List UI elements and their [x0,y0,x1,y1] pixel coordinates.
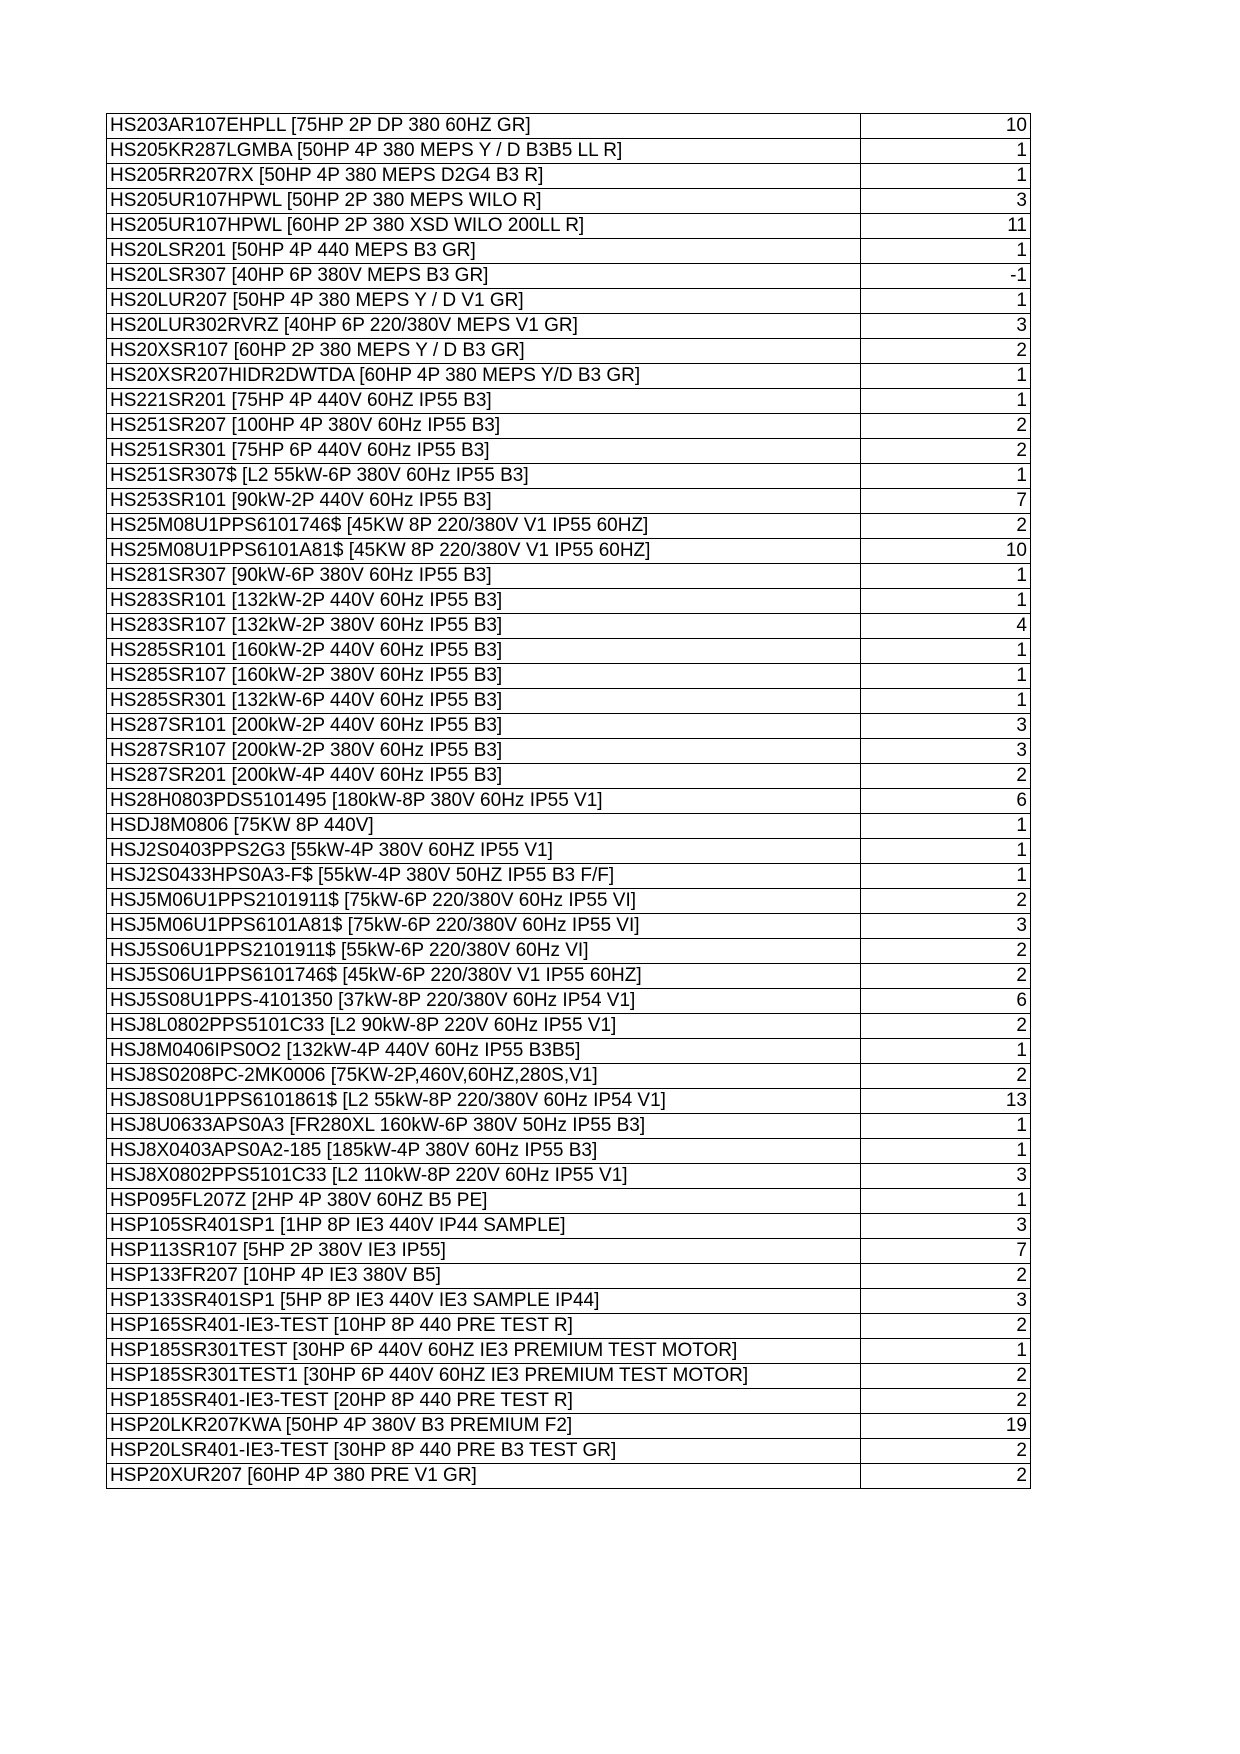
item-description-cell: HS20XSR207HIDR2DWTDA [60HP 4P 380 MEPS Y/D B3 GR] [107,364,861,389]
table-row [107,914,1031,939]
table-row [107,1064,1031,1089]
item-quantity-cell: 1 [861,389,1031,414]
table-row [107,889,1031,914]
item-description-cell: HS281SR307 [90kW-6P 380V 60Hz IP55 B3] [107,564,861,589]
table-row [107,389,1031,414]
table-row [107,1239,1031,1264]
table-row [107,214,1031,239]
item-quantity-cell: 2 [861,1314,1031,1339]
item-quantity-cell: 6 [861,789,1031,814]
item-quantity-cell: 2 [861,764,1031,789]
table-row [107,1214,1031,1239]
table-row [107,664,1031,689]
item-description-cell: HSP185SR301TEST1 [30HP 6P 440V 60HZ IE3 PREMIUM TEST MOTOR] [107,1364,861,1389]
item-quantity-cell: 1 [861,1114,1031,1139]
table-row [107,1339,1031,1364]
item-quantity-cell: 2 [861,1439,1031,1464]
table-row [107,1164,1031,1189]
table-row [107,464,1031,489]
table-row [107,239,1031,264]
item-quantity-cell: 2 [861,889,1031,914]
table-row [107,789,1031,814]
item-quantity-cell: 7 [861,1239,1031,1264]
item-quantity-cell: 3 [861,314,1031,339]
table-row [107,364,1031,389]
item-quantity-cell: 11 [861,214,1031,239]
item-description-cell: HSP165SR401-IE3-TEST [10HP 8P 440 PRE TEST R] [107,1314,861,1339]
table-row [107,764,1031,789]
table-row [107,714,1031,739]
item-quantity-cell: 1 [861,1039,1031,1064]
item-description-cell: HSJ5S08U1PPS-4101350 [37kW-8P 220/380V 60Hz IP54 V1] [107,989,861,1014]
item-quantity-cell: 2 [861,1264,1031,1289]
item-description-cell: HSP20XUR207 [60HP 4P 380 PRE V1 GR] [107,1464,861,1489]
item-description-cell: HS287SR107 [200kW-2P 380V 60Hz IP55 B3] [107,739,861,764]
item-quantity-cell: 1 [861,839,1031,864]
item-quantity-cell: 4 [861,614,1031,639]
item-quantity-cell: 2 [861,1064,1031,1089]
item-description-cell: HSJ8S0208PC-2MK0006 [75KW-2P,460V,60HZ,280S,V1] [107,1064,861,1089]
table-row [107,739,1031,764]
item-description-cell: HS251SR207 [100HP 4P 380V 60Hz IP55 B3] [107,414,861,439]
item-description-cell: HSJ2S0403PPS2G3 [55kW-4P 380V 60HZ IP55 V1] [107,839,861,864]
item-quantity-cell: 1 [861,689,1031,714]
item-description-cell: HS283SR101 [132kW-2P 440V 60Hz IP55 B3] [107,589,861,614]
item-description-cell: HSJ2S0433HPS0A3-F$ [55kW-4P 380V 50HZ IP55 B3 F/F] [107,864,861,889]
table-row [107,964,1031,989]
item-description-cell: HSJ5M06U1PPS2101911$ [75kW-6P 220/380V 60Hz IP55 VI] [107,889,861,914]
item-description-cell: HSDJ8M0806 [75KW 8P 440V] [107,814,861,839]
table-row [107,639,1031,664]
item-description-cell: HSJ5S06U1PPS6101746$ [45kW-6P 220/380V V1 IP55 60HZ] [107,964,861,989]
item-description-cell: HSJ8U0633APS0A3 [FR280XL 160kW-6P 380V 50Hz IP55 B3] [107,1114,861,1139]
item-quantity-cell: 2 [861,414,1031,439]
item-description-cell: HS20XSR107 [60HP 2P 380 MEPS Y / D B3 GR] [107,339,861,364]
item-quantity-cell: 2 [861,964,1031,989]
item-quantity-cell: 6 [861,989,1031,1014]
item-quantity-cell: 3 [861,1214,1031,1239]
item-quantity-cell: 1 [861,564,1031,589]
item-description-cell: HS287SR201 [200kW-4P 440V 60Hz IP55 B3] [107,764,861,789]
item-description-cell: HS25M08U1PPS6101A81$ [45KW 8P 220/380V V1 IP55 60HZ] [107,539,861,564]
item-description-cell: HS20LUR207 [50HP 4P 380 MEPS Y / D V1 GR] [107,289,861,314]
table-row [107,164,1031,189]
item-quantity-cell: 2 [861,1464,1031,1489]
item-quantity-cell: 7 [861,489,1031,514]
table-row [107,1464,1031,1489]
item-description-cell: HSJ5M06U1PPS6101A81$ [75kW-6P 220/380V 60Hz IP55 VI] [107,914,861,939]
item-quantity-cell: 3 [861,739,1031,764]
table-row [107,1439,1031,1464]
item-quantity-cell: 1 [861,364,1031,389]
inventory-sheet [106,113,1030,1489]
item-description-cell: HS205UR107HPWL [50HP 2P 380 MEPS WILO R] [107,189,861,214]
item-quantity-cell: 2 [861,1389,1031,1414]
item-quantity-cell: 1 [861,464,1031,489]
table-row [107,1264,1031,1289]
item-description-cell: HS253SR101 [90kW-2P 440V 60Hz IP55 B3] [107,489,861,514]
item-description-cell: HS20LSR201 [50HP 4P 440 MEPS B3 GR] [107,239,861,264]
table-row [107,1314,1031,1339]
item-quantity-cell: 1 [861,1189,1031,1214]
item-description-cell: HSP185SR401-IE3-TEST [20HP 8P 440 PRE TEST R] [107,1389,861,1414]
item-quantity-cell: 1 [861,814,1031,839]
table-row [107,589,1031,614]
item-quantity-cell: 1 [861,864,1031,889]
item-quantity-cell: 1 [861,1339,1031,1364]
table-row [107,1189,1031,1214]
item-description-cell: HS285SR107 [160kW-2P 380V 60Hz IP55 B3] [107,664,861,689]
table-row [107,439,1031,464]
item-quantity-cell: 1 [861,164,1031,189]
table-row [107,289,1031,314]
table-row [107,264,1031,289]
item-description-cell: HS25M08U1PPS6101746$ [45KW 8P 220/380V V1 IP55 60HZ] [107,514,861,539]
table-row [107,1039,1031,1064]
item-quantity-cell: 13 [861,1089,1031,1114]
item-quantity-cell: 19 [861,1414,1031,1439]
item-quantity-cell: 2 [861,1364,1031,1389]
item-description-cell: HS287SR101 [200kW-2P 440V 60Hz IP55 B3] [107,714,861,739]
table-row [107,1389,1031,1414]
item-quantity-cell: 3 [861,1289,1031,1314]
item-description-cell: HS285SR101 [160kW-2P 440V 60Hz IP55 B3] [107,639,861,664]
table-row [107,864,1031,889]
item-quantity-cell: 10 [861,539,1031,564]
table-row [107,189,1031,214]
item-description-cell: HS283SR107 [132kW-2P 380V 60Hz IP55 B3] [107,614,861,639]
item-description-cell: HS251SR301 [75HP 6P 440V 60Hz IP55 B3] [107,439,861,464]
item-description-cell: HS205UR107HPWL [60HP 2P 380 XSD WILO 200LL R] [107,214,861,239]
table-row [107,489,1031,514]
item-description-cell: HSJ5S06U1PPS2101911$ [55kW-6P 220/380V 60Hz VI] [107,939,861,964]
item-description-cell: HSJ8S08U1PPS6101861$ [L2 55kW-8P 220/380V 60Hz IP54 V1] [107,1089,861,1114]
table-row [107,139,1031,164]
item-description-cell: HS20LSR307 [40HP 6P 380V MEPS B3 GR] [107,264,861,289]
item-description-cell: HS20LUR302RVRZ [40HP 6P 220/380V MEPS V1 GR] [107,314,861,339]
item-quantity-cell: 2 [861,939,1031,964]
table-row [107,339,1031,364]
table-row [107,614,1031,639]
table-row [107,689,1031,714]
table-row [107,1014,1031,1039]
item-quantity-cell: 1 [861,589,1031,614]
item-description-cell: HS251SR307$ [L2 55kW-6P 380V 60Hz IP55 B3] [107,464,861,489]
table-row [107,989,1031,1014]
item-description-cell: HSJ8L0802PPS5101C33 [L2 90kW-8P 220V 60Hz IP55 V1] [107,1014,861,1039]
item-quantity-cell: 10 [861,114,1031,139]
item-description-cell: HS205KR287LGMBA [50HP 4P 380 MEPS Y / D B3B5 LL R] [107,139,861,164]
item-quantity-cell: 1 [861,639,1031,664]
item-quantity-cell: 1 [861,289,1031,314]
table-row [107,814,1031,839]
table-row [107,1114,1031,1139]
table-row [107,1364,1031,1389]
item-description-cell: HSP095FL207Z [2HP 4P 380V 60HZ B5 PE] [107,1189,861,1214]
table-row [107,1089,1031,1114]
item-quantity-cell: 2 [861,439,1031,464]
item-quantity-cell: 3 [861,189,1031,214]
item-description-cell: HSP185SR301TEST [30HP 6P 440V 60HZ IE3 PREMIUM TEST MOTOR] [107,1339,861,1364]
item-description-cell: HSP105SR401SP1 [1HP 8P IE3 440V IP44 SAMPLE] [107,1214,861,1239]
item-quantity-cell: 3 [861,714,1031,739]
item-quantity-cell: 2 [861,1014,1031,1039]
table-row [107,314,1031,339]
table-row [107,1289,1031,1314]
item-description-cell: HSP20LKR207KWA [50HP 4P 380V B3 PREMIUM F2] [107,1414,861,1439]
table-row [107,1139,1031,1164]
item-description-cell: HS205RR207RX [50HP 4P 380 MEPS D2G4 B3 R] [107,164,861,189]
table-row [107,114,1031,139]
item-quantity-cell: 3 [861,914,1031,939]
item-quantity-cell: 1 [861,139,1031,164]
table-row [107,539,1031,564]
inventory-table [106,113,1031,1489]
item-quantity-cell: 1 [861,1139,1031,1164]
item-description-cell: HSJ8X0802PPS5101C33 [L2 110kW-8P 220V 60Hz IP55 V1] [107,1164,861,1189]
table-row [107,939,1031,964]
item-description-cell: HSP113SR107 [5HP 2P 380V IE3 IP55] [107,1239,861,1264]
item-quantity-cell: 2 [861,339,1031,364]
item-description-cell: HS221SR201 [75HP 4P 440V 60HZ IP55 B3] [107,389,861,414]
item-description-cell: HS203AR107EHPLL [75HP 2P DP 380 60HZ GR] [107,114,861,139]
table-row [107,514,1031,539]
item-description-cell: HSP133FR207 [10HP 4P IE3 380V B5] [107,1264,861,1289]
table-row [107,564,1031,589]
table-row [107,1414,1031,1439]
item-quantity-cell: 1 [861,239,1031,264]
inventory-table-body [107,114,1031,1489]
table-row [107,414,1031,439]
item-description-cell: HSJ8X0403APS0A2-185 [185kW-4P 380V 60Hz IP55 B3] [107,1139,861,1164]
item-quantity-cell: 2 [861,514,1031,539]
item-description-cell: HS285SR301 [132kW-6P 440V 60Hz IP55 B3] [107,689,861,714]
item-quantity-cell: 1 [861,664,1031,689]
item-quantity-cell: -1 [861,264,1031,289]
item-description-cell: HSJ8M0406IPS0O2 [132kW-4P 440V 60Hz IP55 B3B5] [107,1039,861,1064]
item-description-cell: HS28H0803PDS5101495 [180kW-8P 380V 60Hz IP55 V1] [107,789,861,814]
item-quantity-cell: 3 [861,1164,1031,1189]
table-row [107,839,1031,864]
item-description-cell: HSP20LSR401-IE3-TEST [30HP 8P 440 PRE B3 TEST GR] [107,1439,861,1464]
item-description-cell: HSP133SR401SP1 [5HP 8P IE3 440V IE3 SAMPLE IP44] [107,1289,861,1314]
